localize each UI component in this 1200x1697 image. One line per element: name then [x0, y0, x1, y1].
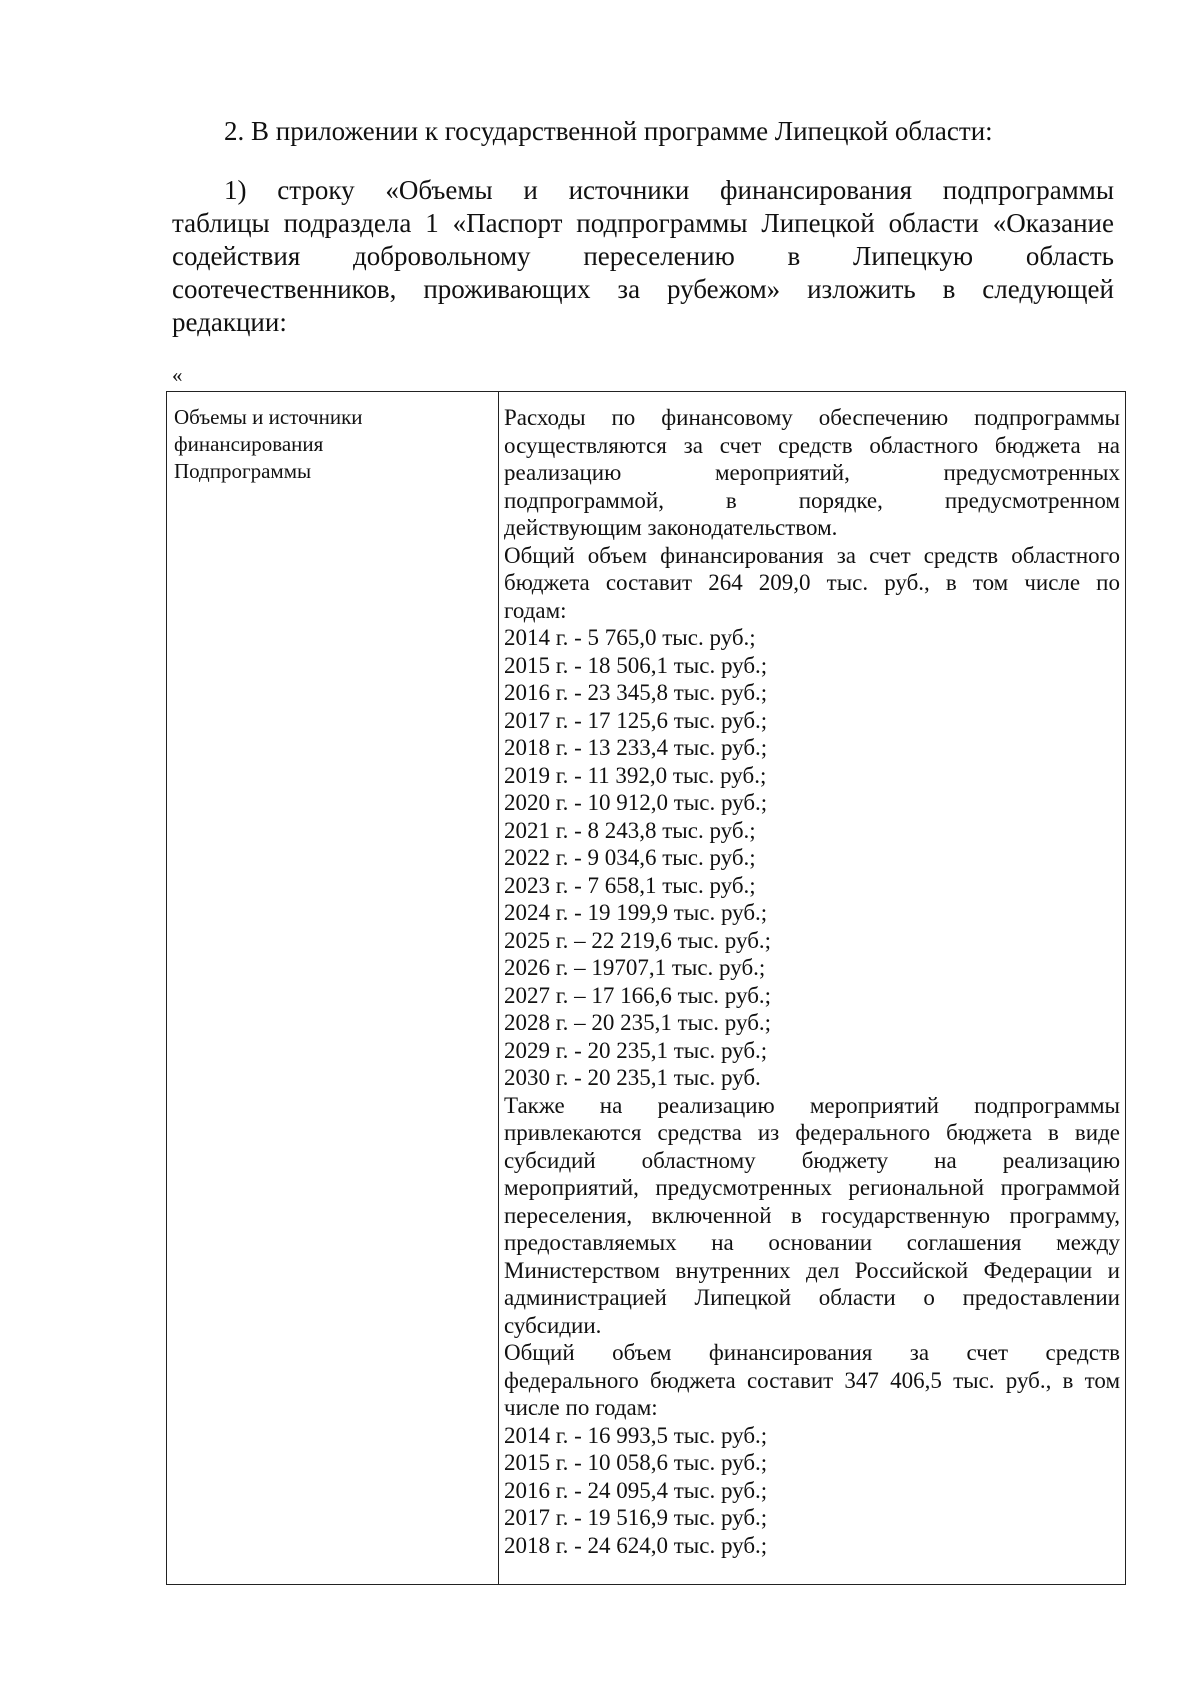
year-line: 2030 г. - 20 235,1 тыс. руб. — [504, 1065, 761, 1090]
intro-line: содействия добровольному переселению в Липецкую область — [172, 241, 1114, 271]
opening-quote-mark: « — [172, 363, 183, 387]
value-line: Расходы по финансовому обеспечению подпрограммы — [504, 405, 1120, 430]
value-line: переселения, включенной в государственную программу, — [504, 1202, 1120, 1228]
year-line: 2029 г. - 20 235,1 тыс. руб.; — [504, 1037, 768, 1063]
year-line: 2026 г. – 19707,1 тыс. руб.; — [504, 955, 766, 980]
value-line: Общий объем финансирования за счет средств областного — [504, 542, 1120, 568]
year-line: 2028 г. – 20 235,1 тыс. руб.; — [504, 1010, 772, 1035]
value-line: субсидии. — [504, 1312, 602, 1338]
year-line: 2018 г. - 13 233,4 тыс. руб.; — [504, 735, 768, 760]
intro-line: соотечественников, проживающих за рубежом» изложить в следующей — [172, 274, 1114, 304]
value-line: осуществляются за счет средств областного бюджета на — [504, 432, 1120, 458]
label-line: Подпрограммы — [174, 459, 312, 483]
year-line: 2015 г. - 10 058,6 тыс. руб.; — [504, 1450, 768, 1475]
value-line: субсидий областному бюджету на реализацию — [504, 1147, 1120, 1173]
value-line: годам: — [504, 597, 567, 623]
year-line: 2023 г. - 7 658,1 тыс. руб.; — [504, 872, 756, 898]
value-line: администрацией Липецкой области о предоставлении — [504, 1285, 1120, 1310]
year-line: 2018 г. - 24 624,0 тыс. руб.; — [504, 1532, 768, 1558]
year-line: 2017 г. - 17 125,6 тыс. руб.; — [504, 707, 768, 733]
value-line: привлекаются средства из федерального бюджета в виде — [504, 1120, 1120, 1145]
value-line: мероприятий, предусмотренных региональной программой — [504, 1175, 1120, 1200]
intro-line: 1) строку «Объемы и источники финансирования подпрограммы — [224, 175, 1114, 205]
year-line: 2021 г. - 8 243,8 тыс. руб.; — [504, 817, 756, 843]
table-value-cell — [504, 404, 1120, 1559]
year-line: 2025 г. – 22 219,6 тыс. руб.; — [504, 927, 772, 953]
column-divider — [498, 392, 499, 1584]
intro-line: редакции: — [172, 307, 287, 337]
year-line: 2014 г. - 16 993,5 тыс. руб.; — [504, 1422, 768, 1448]
value-line: бюджета составит 264 209,0 тыс. руб., в том числе по — [504, 570, 1120, 595]
section-heading: 2. В приложении к государственной программе Липецкой области: — [224, 116, 993, 146]
value-line: подпрограммой, в порядке, предусмотренном — [504, 487, 1120, 513]
value-line: Общий объем финансирования за счет средств — [504, 1340, 1120, 1365]
year-line: 2022 г. - 9 034,6 тыс. руб.; — [504, 845, 756, 870]
year-line: 2027 г. – 17 166,6 тыс. руб.; — [504, 982, 772, 1008]
value-line: Министерством внутренних дел Российской Федерации и — [504, 1257, 1120, 1283]
value-line: предоставляемых на основании соглашения между — [504, 1230, 1120, 1255]
table-label-cell — [174, 404, 492, 485]
year-line: 2016 г. - 23 345,8 тыс. руб.; — [504, 680, 768, 705]
year-line: 2016 г. - 24 095,4 тыс. руб.; — [504, 1477, 768, 1503]
intro-line: таблицы подраздела 1 «Паспорт подпрограммы Липецкой области «Оказание — [172, 208, 1114, 238]
year-line: 2024 г. - 19 199,9 тыс. руб.; — [504, 900, 768, 925]
intro-paragraph — [172, 174, 1114, 339]
value-line: Также на реализацию мероприятий подпрограммы — [504, 1092, 1120, 1118]
value-line: действующим законодательством. — [504, 515, 838, 540]
label-line: финансирования — [174, 432, 324, 456]
year-line: 2015 г. - 18 506,1 тыс. руб.; — [504, 652, 768, 678]
year-line: 2019 г. - 11 392,0 тыс. руб.; — [504, 762, 767, 788]
value-line: федерального бюджета составит 347 406,5 тыс. руб., в том — [504, 1367, 1120, 1393]
year-line: 2020 г. - 10 912,0 тыс. руб.; — [504, 790, 768, 815]
value-line: числе по годам: — [504, 1395, 658, 1420]
passport-table — [166, 391, 1126, 1585]
value-line: реализацию мероприятий, предусмотренных — [504, 460, 1120, 485]
year-line: 2014 г. - 5 765,0 тыс. руб.; — [504, 625, 756, 650]
year-line: 2017 г. - 19 516,9 тыс. руб.; — [504, 1505, 768, 1530]
label-line: Объемы и источники — [174, 405, 363, 429]
